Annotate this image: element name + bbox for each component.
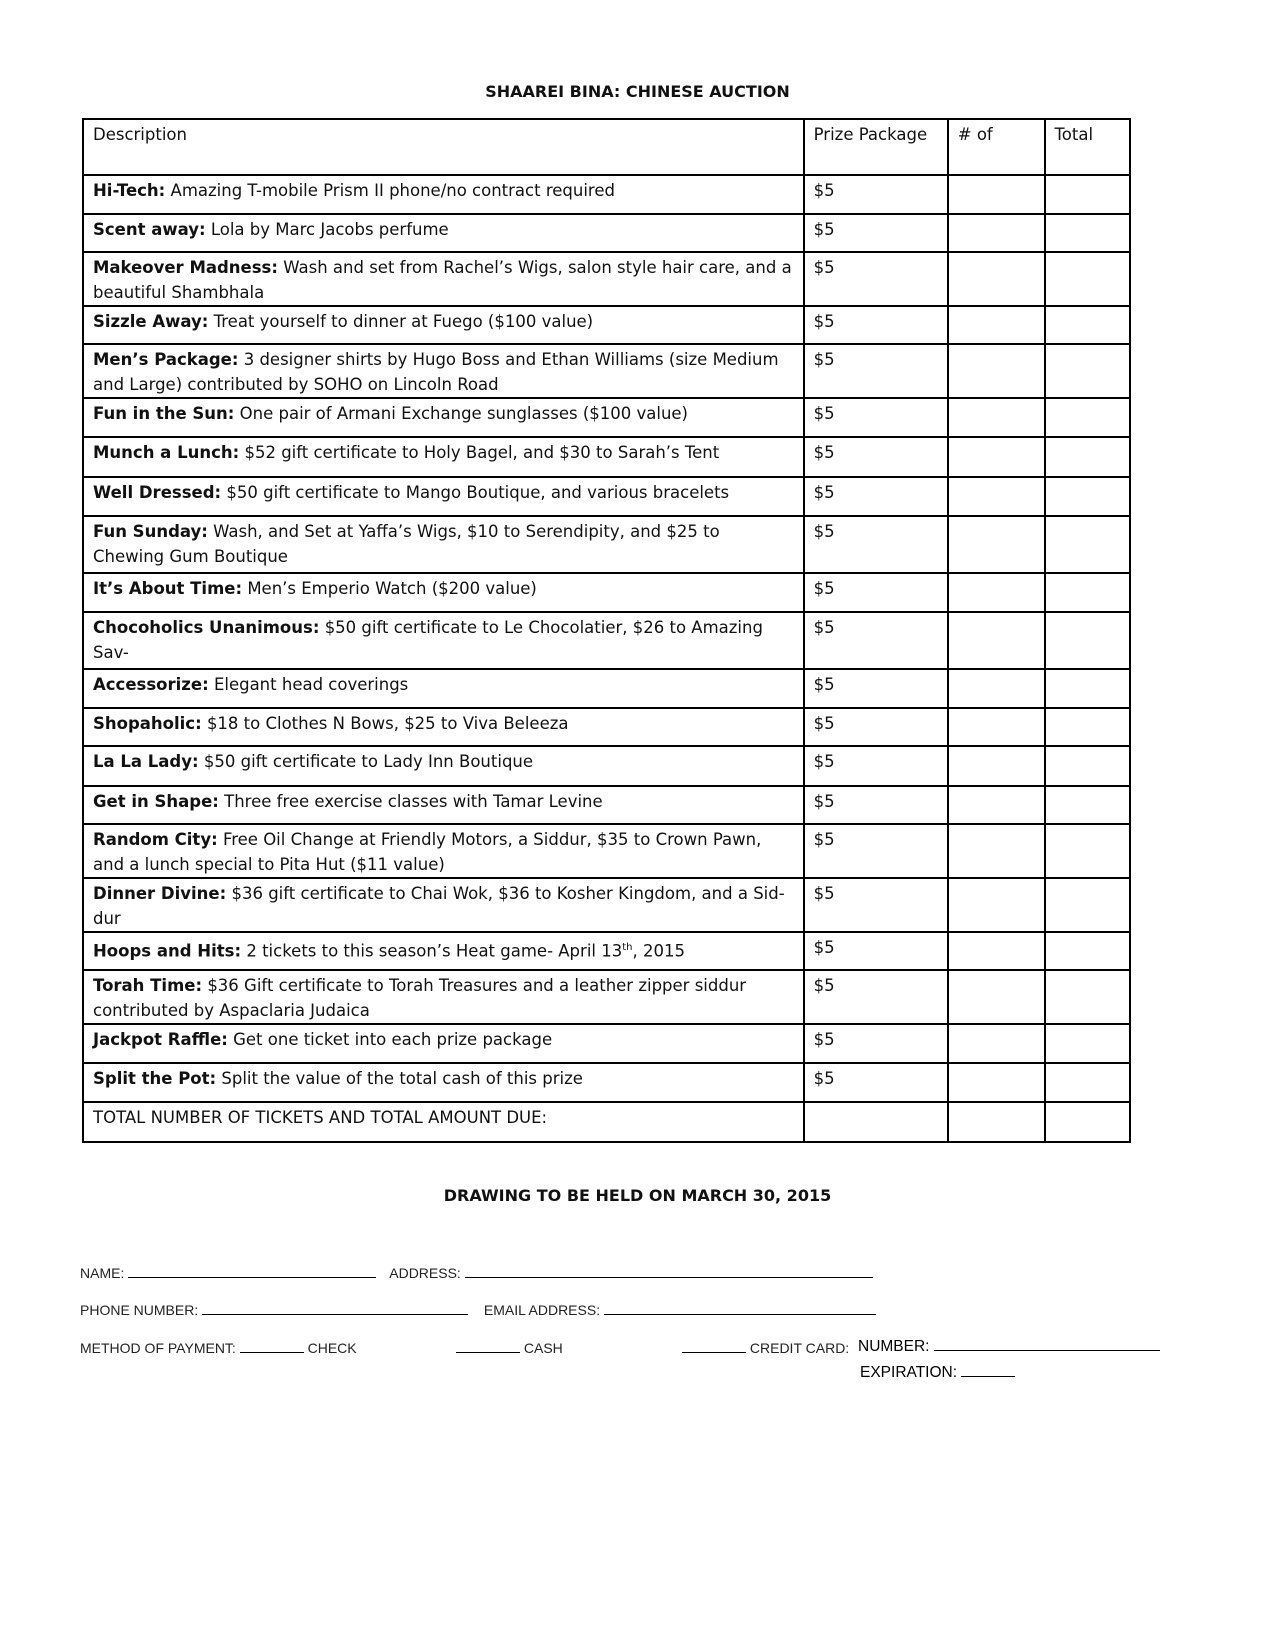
prize-price: $5 — [804, 306, 948, 344]
prize-details: Get one ticket into each prize package — [233, 1030, 553, 1049]
prize-name: La La Lady: — [93, 752, 199, 771]
prize-price: $5 — [804, 214, 948, 252]
ticket-count-cell[interactable] — [948, 786, 1045, 824]
table-row — [83, 344, 1130, 398]
row-total-cell[interactable] — [1045, 932, 1130, 970]
prize-details: Treat yourself to dinner at Fuego ($100 value) — [213, 312, 594, 331]
address-field[interactable] — [465, 1265, 873, 1278]
total-row — [83, 1102, 1130, 1142]
prize-description — [83, 1063, 804, 1102]
row-total-cell[interactable] — [1045, 786, 1130, 824]
prize-description — [83, 344, 804, 398]
row-total-cell[interactable] — [1045, 344, 1130, 398]
table-row — [83, 252, 1130, 306]
prize-name: Hi-Tech: — [93, 181, 166, 200]
prize-details: $18 to Clothes N Bows, $25 to Viva Beleeza — [206, 714, 569, 733]
prize-details: Amazing T-mobile Prism II phone/no contract required — [170, 181, 615, 200]
card-number-label: NUMBER: — [858, 1338, 930, 1355]
row-total-cell[interactable] — [1045, 175, 1130, 214]
ticket-count-cell[interactable] — [948, 214, 1045, 252]
prize-description — [83, 878, 804, 932]
prize-name: It’s About Time: — [93, 579, 243, 598]
prize-description — [83, 175, 804, 214]
row-total-cell[interactable] — [1045, 824, 1130, 878]
prize-name: Get in Shape: — [93, 792, 219, 811]
row-total-cell[interactable] — [1045, 437, 1130, 477]
email-field[interactable] — [604, 1302, 876, 1315]
prize-description — [83, 1024, 804, 1063]
header-description: Description — [83, 119, 804, 175]
prize-price: $5 — [804, 1063, 948, 1102]
prize-details: Men’s Emperio Watch ($200 value) — [247, 579, 537, 598]
ticket-count-cell[interactable] — [948, 437, 1045, 477]
table-row — [83, 824, 1130, 878]
prize-details: Free Oil Change at Friendly Motors, a Siddur, $35 to Crown Pawn, and a lunch special to Pita Hut ($11 value) — [93, 830, 762, 874]
prize-description — [83, 477, 804, 516]
prize-table — [82, 118, 1131, 1143]
prize-description — [83, 746, 804, 786]
card-number-row — [858, 1338, 1160, 1356]
prize-description — [83, 398, 804, 437]
prize-description — [83, 214, 804, 252]
prize-name: Hoops and Hits: — [93, 941, 242, 961]
header-prize-package: Prize Package — [804, 119, 948, 175]
prize-details: Wash and set from Rachel’s Wigs, salon style hair care, and a beautiful Shambhala — [93, 258, 792, 302]
row-total-cell[interactable] — [1045, 746, 1130, 786]
ticket-count-cell[interactable] — [948, 1024, 1045, 1063]
ticket-count-cell[interactable] — [948, 878, 1045, 932]
table-row — [83, 516, 1130, 573]
prize-price: $5 — [804, 746, 948, 786]
ticket-count-cell[interactable] — [948, 970, 1045, 1024]
header-num-of: # of — [948, 119, 1045, 175]
prize-price: $5 — [804, 477, 948, 516]
prize-description — [83, 437, 804, 477]
prize-description — [83, 824, 804, 878]
prize-description — [83, 786, 804, 824]
ticket-count-cell[interactable] — [948, 746, 1045, 786]
ticket-count-cell[interactable] — [948, 306, 1045, 344]
row-total-cell[interactable] — [1045, 306, 1130, 344]
name-field[interactable] — [128, 1265, 376, 1278]
prize-description — [83, 516, 804, 573]
prize-details: Lola by Marc Jacobs perfume — [210, 220, 449, 239]
prize-price: $5 — [804, 708, 948, 746]
prize-name: Chocoholics Unanimous: — [93, 618, 320, 637]
table-row — [83, 175, 1130, 214]
row-total-cell[interactable] — [1045, 970, 1130, 1024]
prize-details-suffix: , 2015 — [632, 941, 685, 961]
form-cash-option — [456, 1340, 563, 1356]
total-row-label: TOTAL NUMBER OF TICKETS AND TOTAL AMOUNT DUE: — [83, 1102, 804, 1142]
prize-name: Split the Pot: — [93, 1069, 217, 1088]
prize-price: $5 — [804, 878, 948, 932]
prize-name: Men’s Package: — [93, 350, 239, 369]
prize-name: Torah Time: — [93, 976, 203, 995]
prize-details: $50 gift certificate to Lady Inn Boutique — [203, 752, 534, 771]
prize-name: Munch a Lunch: — [93, 443, 240, 462]
total-amount-cell[interactable] — [1045, 1102, 1130, 1142]
table-row — [83, 970, 1130, 1024]
prize-name: Shopaholic: — [93, 714, 202, 733]
page-title: SHAAREI BINA: CHINESE AUCTION — [485, 82, 790, 101]
table-row — [83, 708, 1130, 746]
row-total-cell[interactable] — [1045, 214, 1130, 252]
prize-description — [83, 970, 804, 1024]
prize-details: Split the value of the total cash of this prize — [221, 1069, 583, 1088]
prize-price: $5 — [804, 824, 948, 878]
prize-description — [83, 669, 804, 708]
row-total-cell[interactable] — [1045, 398, 1130, 437]
form-credit-option — [682, 1340, 849, 1356]
total-prize-cell[interactable] — [804, 1102, 948, 1142]
name-label: NAME: — [80, 1265, 125, 1281]
table-row — [83, 437, 1130, 477]
row-total-cell[interactable] — [1045, 708, 1130, 746]
prize-name: Well Dressed: — [93, 483, 222, 502]
prize-details-superscript: th — [622, 942, 633, 953]
credit-checkbox-line[interactable] — [682, 1340, 746, 1353]
prize-details: 3 designer shirts by Hugo Boss and Ethan Williams (size Medium and Large) contributed by SOHO on Lincoln Road — [93, 350, 779, 394]
prize-description — [83, 573, 804, 612]
prize-description — [83, 612, 804, 669]
prize-name: Dinner Divine: — [93, 884, 227, 903]
check-label: CHECK — [307, 1340, 357, 1356]
prize-details: Wash, and Set at Yaffa’s Wigs, $10 to Serendipity, and $25 to Chewing Gum Boutique — [93, 522, 720, 566]
prize-name: Accessorize: — [93, 675, 209, 694]
prize-details: One pair of Armani Exchange sunglasses ($100 value) — [239, 404, 688, 423]
drawing-notice: DRAWING TO BE HELD ON MARCH 30, 2015 — [443, 1186, 832, 1205]
phone-label: PHONE NUMBER: — [80, 1302, 199, 1318]
prize-details: Three free exercise classes with Tamar Levine — [224, 792, 603, 811]
prize-name: Random City: — [93, 830, 218, 849]
row-total-cell[interactable] — [1045, 669, 1130, 708]
prize-description — [83, 252, 804, 306]
payment-label: METHOD OF PAYMENT: — [80, 1340, 236, 1356]
prize-name: Scent away: — [93, 220, 206, 239]
table-row — [83, 306, 1130, 344]
check-checkbox-line[interactable] — [240, 1340, 304, 1353]
email-label: EMAIL ADDRESS: — [483, 1302, 601, 1318]
ticket-count-cell[interactable] — [948, 824, 1045, 878]
table-row — [83, 1063, 1130, 1102]
ticket-count-cell[interactable] — [948, 932, 1045, 970]
row-total-cell[interactable] — [1045, 477, 1130, 516]
prize-price: $5 — [804, 669, 948, 708]
prize-price: $5 — [804, 344, 948, 398]
table-row — [83, 669, 1130, 708]
table-row — [83, 477, 1130, 516]
prize-details: $36 Gift certificate to Torah Treasures and a leather zipper siddur contributed by Aspaclaria Judaica — [93, 976, 747, 1020]
row-total-cell[interactable] — [1045, 252, 1130, 306]
ticket-count-cell[interactable] — [948, 477, 1045, 516]
prize-price: $5 — [804, 437, 948, 477]
prize-price: $5 — [804, 573, 948, 612]
prize-price: $5 — [804, 398, 948, 437]
ticket-count-cell[interactable] — [948, 252, 1045, 306]
table-header-row — [83, 119, 1130, 175]
table-row — [83, 932, 1130, 970]
expiration-field[interactable] — [961, 1364, 1015, 1377]
table-row — [83, 786, 1130, 824]
row-total-cell[interactable] — [1045, 573, 1130, 612]
prize-price: $5 — [804, 970, 948, 1024]
prize-price: $5 — [804, 1024, 948, 1063]
prize-description — [83, 708, 804, 746]
prize-name: Makeover Madness: — [93, 258, 278, 277]
prize-price: $5 — [804, 252, 948, 306]
row-total-cell[interactable] — [1045, 516, 1130, 573]
expiration-label: EXPIRATION: — [860, 1364, 958, 1381]
ticket-count-cell[interactable] — [948, 708, 1045, 746]
prize-description — [83, 932, 804, 970]
prize-price: $5 — [804, 932, 948, 970]
header-total: Total — [1045, 119, 1130, 175]
form-name-row — [80, 1265, 873, 1281]
table-row — [83, 612, 1130, 669]
form-contact-row — [80, 1302, 876, 1318]
ticket-count-cell[interactable] — [948, 398, 1045, 437]
cash-checkbox-line[interactable] — [456, 1340, 520, 1353]
table-row — [83, 878, 1130, 932]
prize-details: $36 gift certificate to Chai Wok, $36 to Kosher Kingdom, and a Sid-dur — [93, 884, 785, 928]
phone-field[interactable] — [202, 1302, 468, 1315]
ticket-count-cell[interactable] — [948, 344, 1045, 398]
ticket-count-cell[interactable] — [948, 669, 1045, 708]
ticket-count-cell[interactable] — [948, 612, 1045, 669]
table-row — [83, 573, 1130, 612]
table-row — [83, 214, 1130, 252]
form-payment-row — [80, 1340, 357, 1356]
ticket-count-cell[interactable] — [948, 516, 1045, 573]
prize-price: $5 — [804, 516, 948, 573]
address-label: ADDRESS: — [389, 1265, 461, 1281]
total-count-cell[interactable] — [948, 1102, 1045, 1142]
table-row — [83, 746, 1130, 786]
table-row — [83, 1024, 1130, 1063]
prize-description — [83, 306, 804, 344]
row-total-cell[interactable] — [1045, 878, 1130, 932]
cash-label: CASH — [523, 1340, 563, 1356]
expiration-row — [860, 1364, 1015, 1382]
prize-price: $5 — [804, 175, 948, 214]
prize-details: 2 tickets to this season’s Heat game- April 13 — [246, 941, 623, 961]
prize-details: $50 gift certificate to Mango Boutique, and various bracelets — [226, 483, 730, 502]
table-row — [83, 398, 1130, 437]
ticket-count-cell[interactable] — [948, 1063, 1045, 1102]
prize-price: $5 — [804, 612, 948, 669]
row-total-cell[interactable] — [1045, 1063, 1130, 1102]
prize-price: $5 — [804, 786, 948, 824]
prize-name: Fun Sunday: — [93, 522, 208, 541]
card-number-field[interactable] — [934, 1338, 1160, 1351]
ticket-count-cell[interactable] — [948, 573, 1045, 612]
prize-details: Elegant head coverings — [213, 675, 409, 694]
prize-name: Sizzle Away: — [93, 312, 209, 331]
prize-name: Fun in the Sun: — [93, 404, 235, 423]
credit-label: CREDIT CARD: — [749, 1340, 850, 1356]
row-total-cell[interactable] — [1045, 1024, 1130, 1063]
ticket-count-cell[interactable] — [948, 175, 1045, 214]
prize-details: $52 gift certificate to Holy Bagel, and $30 to Sarah’s Tent — [244, 443, 720, 462]
prize-name: Jackpot Raffle: — [93, 1030, 228, 1049]
row-total-cell[interactable] — [1045, 612, 1130, 669]
prize-details: $50 gift certificate to Le Chocolatier, $26 to Amazing Sav- — [93, 618, 763, 662]
